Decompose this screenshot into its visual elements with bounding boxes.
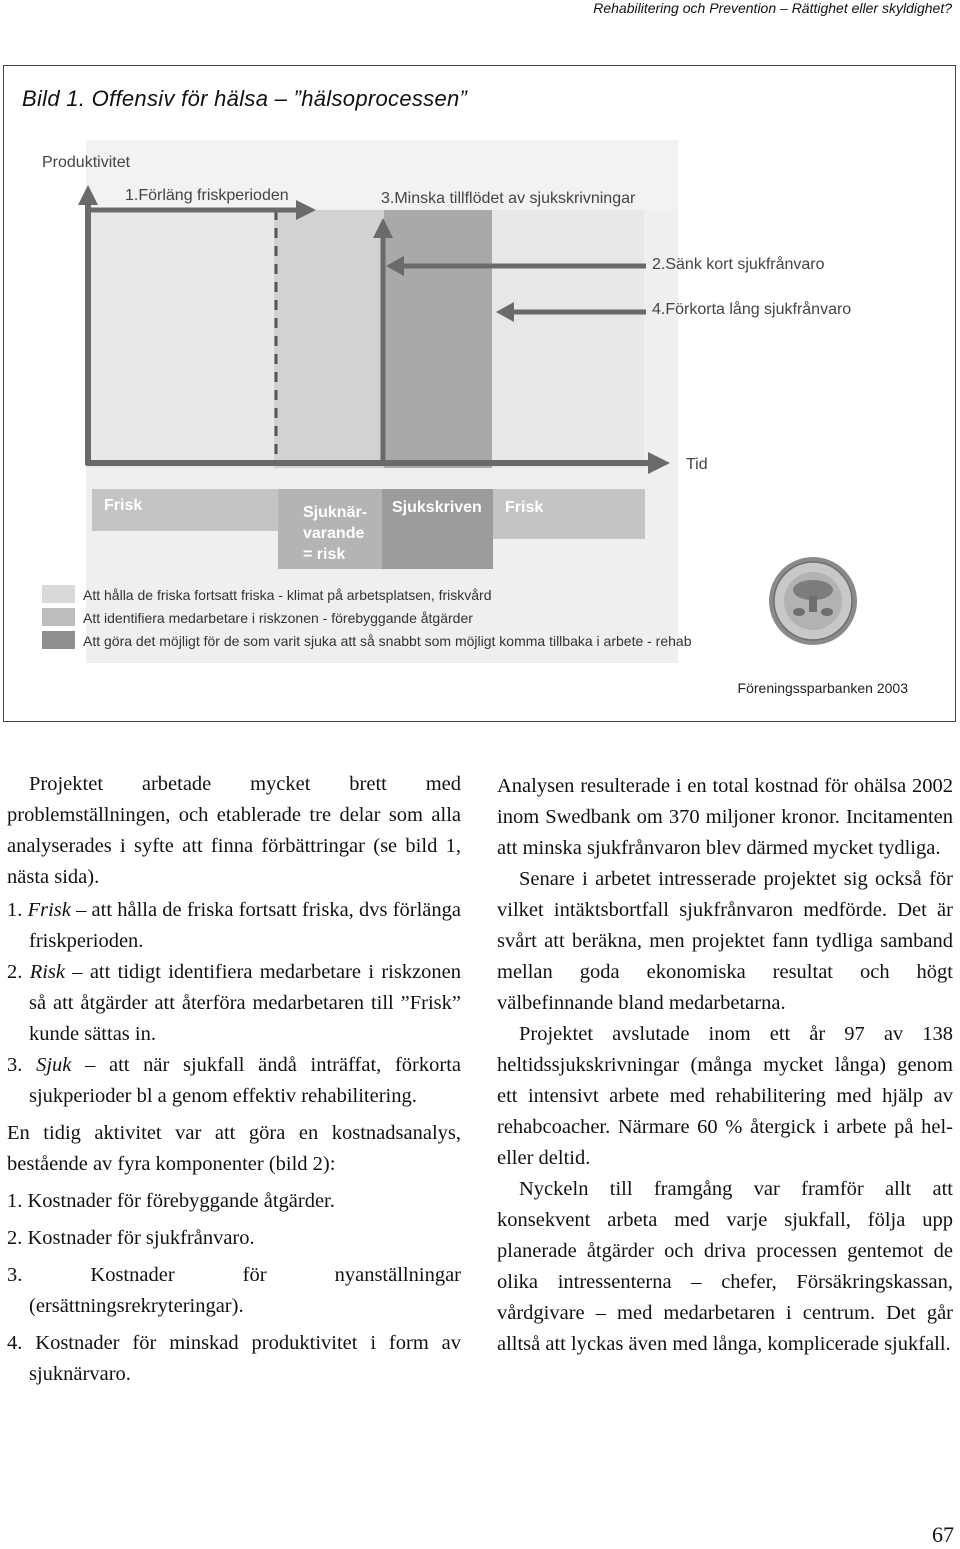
legend-item-dark: Att göra det möjligt för de som varit sjuka att så snabbt som möjligt komma tillbaka i arbete - rehab	[83, 633, 692, 649]
annotation-minska: 3.Minska tillflödet av sjukskrivningar	[381, 190, 636, 207]
list-term: Frisk	[27, 899, 71, 921]
annotation-sank: 2.Sänk kort sjukfrånvaro	[652, 256, 825, 273]
legend-swatch-mid	[42, 608, 75, 626]
right-paragraph-4: Nyckeln till framgång var framför allt att konsekvent arbeta med varje sjukfall, följa upp planerade åtgärder och driva processen gentemot de olika intressenterna – chefer, Försäkringskassan, vårdgivare – med medarbetaren i centrum. Det går alltså att lyckas även med långa, komplicerade sjukfall.	[497, 1178, 953, 1355]
page-number: 67	[932, 1522, 954, 1547]
right-paragraph-1: Analysen resulterade i en total kostnad för ohälsa 2002 inom Swedbank om 370 miljoner kronor. Incitamenten att minska sjukfrånvaron blev därmed mycket tydliga.	[497, 775, 953, 859]
legend-swatch-dark	[42, 631, 75, 649]
legend-item-light: Att hålla de friska fortsatt friska - klimat på arbetsplatsen, friskvård	[83, 587, 492, 603]
left-paragraph-1: Projektet arbetade mycket brett med problemställningen, och etablerade tre delar som alla analyserades i syfte att finna förbättringar (se bild 1, nästa sida).	[7, 773, 461, 888]
list-item-risk	[7, 957, 461, 1050]
list-item-frisk	[7, 895, 461, 957]
list-text: – att när sjukfall ändå inträffat, förkorta sjukperioder bl a genom effektiv rehabilitering.	[29, 1054, 462, 1107]
list-term: Sjuk	[36, 1054, 72, 1076]
left-column	[7, 769, 461, 1390]
cost-item-1: 1. Kostnader för förebyggande åtgärder.	[7, 1190, 335, 1212]
cost-item-3: 3. Kostnader för nyanställningar (ersättningsrekryteringar).	[7, 1264, 461, 1317]
cost-item-4: 4. Kostnader för minskad produktivitet i form av sjuknärvaro.	[7, 1332, 461, 1385]
right-paragraph-2: Senare i arbetet intresserade projektet sig också för vilket intäktsbortfall sjukfrånvaron medförde. Det är svårt att beräkna, men projektet fann tydliga samband mellan goda ekonomiska resultat och högt välbefinnande bland medarbetarna.	[497, 868, 953, 1014]
annotation-forlang: 1.Förläng friskperioden	[125, 187, 289, 204]
right-column	[497, 771, 953, 1360]
figure-title: Bild 1. Offensiv för hälsa – ”hälsoprocessen”	[22, 86, 468, 111]
y-axis-label: Produktivitet	[42, 154, 131, 171]
list-term: Risk	[29, 961, 65, 983]
phase-label-risk-line2: varande	[303, 525, 365, 542]
list-item-sjuk	[7, 1050, 461, 1112]
legend-item-mid: Att identifiera medarbetare i riskzonen - förebyggande åtgärder	[83, 610, 473, 626]
figure-source: Föreningssparbanken 2003	[737, 680, 908, 696]
zone-dark	[384, 210, 492, 468]
running-header: Rehabilitering och Prevention – Rättighet eller skyldighet?	[593, 0, 952, 16]
legend-swatch-light	[42, 585, 75, 603]
list-number: 1.	[7, 899, 23, 921]
annotation-forkorta: 4.Förkorta lång sjukfrånvaro	[652, 301, 852, 318]
right-paragraph-3: Projektet avslutade inom ett år 97 av 138 heltidssjukskrivningar (många mycket långa) genom ett intensivt arbete med rehabilitering med hjälp av rehabcoacher. Närmare 60 % återgick i arbete på hel- eller deltid.	[497, 1023, 953, 1169]
zone-light-right	[492, 210, 644, 468]
phase-label-sjukskriven: Sjukskriven	[392, 499, 482, 516]
x-axis-label: Tid	[686, 456, 708, 473]
list-text: – att hålla de friska fortsatt friska, dvs förlänga friskperioden.	[29, 899, 462, 952]
zone-light-left	[86, 210, 274, 468]
foreningssparbanken-logo	[769, 557, 857, 645]
list-number: 2.	[7, 961, 23, 983]
list-number: 3.	[7, 1054, 23, 1076]
list-text: – att tidigt identifiera medarbetare i riskzonen så att åtgärder att återföra medarbetaren till ”Frisk” kunde sättas in.	[29, 961, 462, 1045]
phase-label-risk	[303, 502, 367, 565]
left-paragraph-2: En tidig aktivitet var att göra en kostnadsanalys, bestående av fyra komponenter (bild 2):	[7, 1122, 461, 1175]
phase-label-frisk-1: Frisk	[104, 497, 143, 514]
phase-label-risk-line3: = risk	[303, 546, 346, 563]
phase-label-risk-line1: Sjuknär-	[303, 504, 368, 521]
phase-label-frisk-2: Frisk	[505, 499, 544, 516]
cost-item-2: 2. Kostnader för sjukfrånvaro.	[7, 1227, 255, 1249]
zone-mid	[274, 210, 384, 468]
